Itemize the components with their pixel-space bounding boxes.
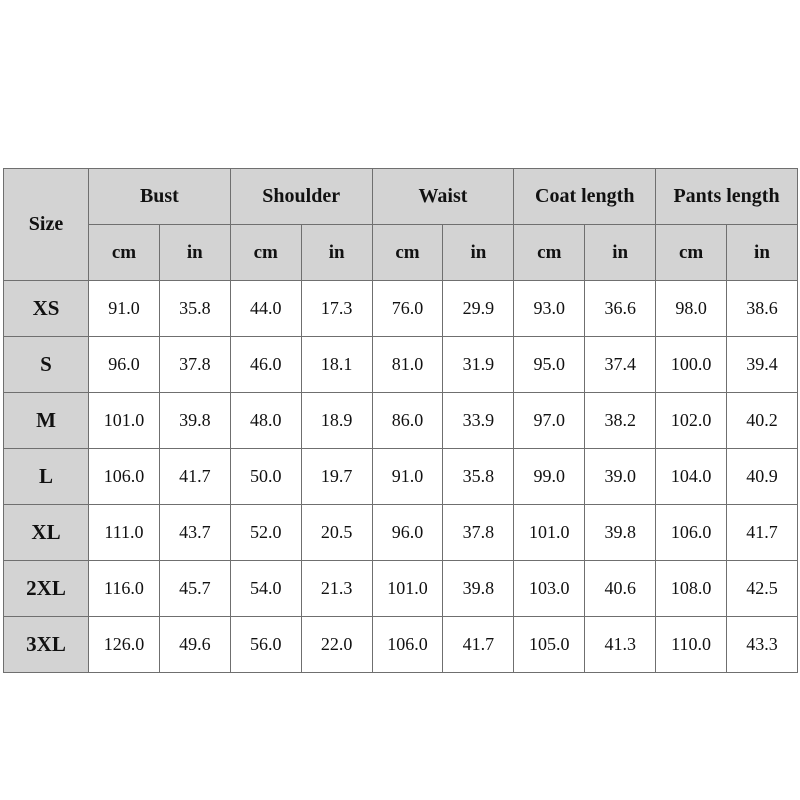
measurement-cell: 18.9 <box>301 393 372 449</box>
measurement-cell: 38.2 <box>585 393 656 449</box>
measurement-cell: 22.0 <box>301 617 372 673</box>
measurement-cell: 42.5 <box>727 561 798 617</box>
measurement-cell: 37.8 <box>159 337 230 393</box>
measurement-cell: 39.8 <box>585 505 656 561</box>
measurement-cell: 17.3 <box>301 281 372 337</box>
measurement-cell: 43.7 <box>159 505 230 561</box>
measurement-cell: 111.0 <box>89 505 160 561</box>
measurement-cell: 41.7 <box>443 617 514 673</box>
measurement-cell: 96.0 <box>89 337 160 393</box>
measurement-cell: 18.1 <box>301 337 372 393</box>
measurement-cell: 41.7 <box>159 449 230 505</box>
measurement-cell: 49.6 <box>159 617 230 673</box>
table-row <box>4 337 798 393</box>
measurement-cell: 101.0 <box>89 393 160 449</box>
table-row <box>4 617 798 673</box>
measurement-cell: 52.0 <box>230 505 301 561</box>
measurement-cell: 105.0 <box>514 617 585 673</box>
unit-header: in <box>301 225 372 281</box>
measurement-group-header: Pants length <box>656 169 798 225</box>
measurement-cell: 45.7 <box>159 561 230 617</box>
measurement-cell: 101.0 <box>372 561 443 617</box>
measurement-cell: 35.8 <box>443 449 514 505</box>
measurement-cell: 93.0 <box>514 281 585 337</box>
measurement-cell: 39.0 <box>585 449 656 505</box>
table-row <box>4 561 798 617</box>
measurement-cell: 76.0 <box>372 281 443 337</box>
measurement-cell: 35.8 <box>159 281 230 337</box>
measurement-cell: 37.8 <box>443 505 514 561</box>
unit-header: cm <box>230 225 301 281</box>
measurement-cell: 41.7 <box>727 505 798 561</box>
unit-header: in <box>727 225 798 281</box>
measurement-cell: 106.0 <box>372 617 443 673</box>
measurement-cell: 126.0 <box>89 617 160 673</box>
unit-header: cm <box>372 225 443 281</box>
measurement-cell: 44.0 <box>230 281 301 337</box>
table-row <box>4 281 798 337</box>
table-header <box>4 169 798 281</box>
measurement-cell: 106.0 <box>656 505 727 561</box>
measurement-cell: 43.3 <box>727 617 798 673</box>
measurement-cell: 37.4 <box>585 337 656 393</box>
unit-header: in <box>443 225 514 281</box>
size-label: S <box>4 337 89 393</box>
measurement-cell: 39.8 <box>443 561 514 617</box>
size-label: XL <box>4 505 89 561</box>
table-body <box>4 281 798 673</box>
size-label: 3XL <box>4 617 89 673</box>
measurement-cell: 40.6 <box>585 561 656 617</box>
table-row <box>4 505 798 561</box>
size-label: XS <box>4 281 89 337</box>
measurement-cell: 91.0 <box>372 449 443 505</box>
measurement-cell: 98.0 <box>656 281 727 337</box>
measurement-cell: 86.0 <box>372 393 443 449</box>
unit-row <box>4 225 798 281</box>
measurement-cell: 38.6 <box>727 281 798 337</box>
size-column-header: Size <box>4 169 89 281</box>
measurement-cell: 21.3 <box>301 561 372 617</box>
measurement-group-header: Waist <box>372 169 514 225</box>
measurement-cell: 56.0 <box>230 617 301 673</box>
size-label: M <box>4 393 89 449</box>
measurement-cell: 101.0 <box>514 505 585 561</box>
measurement-cell: 20.5 <box>301 505 372 561</box>
measurement-cell: 40.9 <box>727 449 798 505</box>
measurement-cell: 50.0 <box>230 449 301 505</box>
measurement-cell: 81.0 <box>372 337 443 393</box>
measurement-group-header: Coat length <box>514 169 656 225</box>
unit-header: cm <box>656 225 727 281</box>
table-row <box>4 449 798 505</box>
measurement-cell: 108.0 <box>656 561 727 617</box>
unit-header: cm <box>514 225 585 281</box>
measurement-cell: 116.0 <box>89 561 160 617</box>
unit-header: cm <box>89 225 160 281</box>
measurement-cell: 29.9 <box>443 281 514 337</box>
measurement-cell: 102.0 <box>656 393 727 449</box>
unit-header: in <box>585 225 656 281</box>
measurement-cell: 46.0 <box>230 337 301 393</box>
measurement-cell: 91.0 <box>89 281 160 337</box>
measurement-cell: 39.8 <box>159 393 230 449</box>
measurement-cell: 95.0 <box>514 337 585 393</box>
measurement-cell: 99.0 <box>514 449 585 505</box>
measurement-cell: 40.2 <box>727 393 798 449</box>
measurement-cell: 106.0 <box>89 449 160 505</box>
size-chart-table <box>3 168 798 673</box>
measurement-cell: 100.0 <box>656 337 727 393</box>
measurement-cell: 54.0 <box>230 561 301 617</box>
measurement-cell: 97.0 <box>514 393 585 449</box>
measurement-group-header: Shoulder <box>230 169 372 225</box>
measurement-cell: 36.6 <box>585 281 656 337</box>
measurement-cell: 104.0 <box>656 449 727 505</box>
size-label: 2XL <box>4 561 89 617</box>
measurement-cell: 33.9 <box>443 393 514 449</box>
measurement-cell: 48.0 <box>230 393 301 449</box>
size-label: L <box>4 449 89 505</box>
measurement-group-row <box>4 169 798 225</box>
measurement-group-header: Bust <box>89 169 231 225</box>
unit-header: in <box>159 225 230 281</box>
measurement-cell: 19.7 <box>301 449 372 505</box>
measurement-cell: 103.0 <box>514 561 585 617</box>
measurement-cell: 41.3 <box>585 617 656 673</box>
measurement-cell: 110.0 <box>656 617 727 673</box>
measurement-cell: 31.9 <box>443 337 514 393</box>
table-row <box>4 393 798 449</box>
measurement-cell: 96.0 <box>372 505 443 561</box>
measurement-cell: 39.4 <box>727 337 798 393</box>
